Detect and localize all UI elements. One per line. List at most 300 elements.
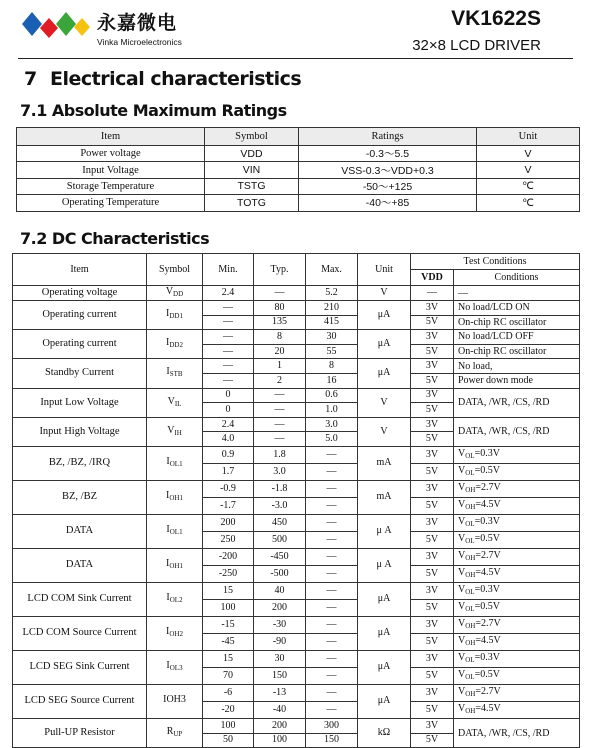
typ-cell: 450 [254, 514, 306, 531]
typ-cell: 20 [254, 344, 306, 359]
rating-cell: VSS-0.3～VDD+0.3 [299, 162, 477, 178]
condition-value: =2.7V [475, 481, 501, 493]
min-cell: — [203, 301, 254, 316]
header-divider [18, 58, 573, 59]
item-cell: Storage Temperature [17, 178, 205, 194]
table-row [13, 718, 580, 733]
typ-cell: 1.8 [254, 446, 306, 463]
symbol-cell: VDD [205, 146, 299, 162]
unit-cell: μ A [358, 514, 411, 548]
symbol-sub: OL3 [169, 664, 183, 673]
max-cell: — [306, 701, 358, 718]
table-row [13, 684, 580, 701]
condition-subscript: OH [465, 485, 476, 494]
condition-subscript: OH [465, 570, 476, 579]
vdd-cell: 5V [411, 403, 454, 418]
max-cell: — [306, 531, 358, 548]
max-cell: 150 [306, 733, 358, 748]
table-row [13, 286, 580, 301]
min-cell: -200 [203, 548, 254, 565]
max-cell: 415 [306, 315, 358, 330]
unit-cell: μA [358, 616, 411, 650]
symbol-sub: OH1 [169, 494, 183, 503]
table-row [13, 446, 580, 463]
condition-subscript: OL [465, 604, 475, 613]
condition-symbol: V [458, 498, 466, 510]
min-cell: — [203, 315, 254, 330]
condition-subscript: OH [465, 621, 476, 630]
min-cell: -20 [203, 701, 254, 718]
conditions-cell [454, 531, 580, 548]
symbol-main: I [166, 626, 170, 638]
symbol-cell [147, 480, 203, 514]
table-header-row [17, 128, 580, 146]
vdd-cell: 3V [411, 330, 454, 345]
item-cell: Operating Temperature [17, 195, 205, 211]
max-cell: — [306, 616, 358, 633]
condition-value: =0.3V [474, 651, 500, 663]
symbol-main: I [166, 524, 170, 536]
section-number: 7 [24, 68, 37, 90]
table-row [17, 146, 580, 162]
condition-symbol: V [458, 702, 466, 714]
conditions-cell: No load/LCD OFF [454, 330, 580, 345]
table-row [13, 616, 580, 633]
item-cell: Operating current [13, 301, 147, 330]
typ-cell: — [254, 417, 306, 432]
vdd-cell: 3V [411, 650, 454, 667]
item-cell: BZ, /BZ, /IRQ [13, 446, 147, 480]
conditions-cell [454, 667, 580, 684]
unit-cell: kΩ [358, 718, 411, 747]
unit-cell: V [358, 286, 411, 301]
table-row [17, 162, 580, 178]
typ-cell: 150 [254, 667, 306, 684]
min-cell: — [203, 359, 254, 374]
condition-symbol: V [458, 634, 466, 646]
vdd-cell: 5V [411, 701, 454, 718]
conditions-cell [454, 701, 580, 718]
symbol-sub: OL1 [169, 528, 183, 537]
symbol-cell [147, 301, 203, 330]
section-7-1-heading: 7.1 Absolute Maximum Ratings [20, 101, 287, 120]
symbol-sub: OH1 [169, 562, 183, 571]
typ-cell: 200 [254, 718, 306, 733]
max-cell: 8 [306, 359, 358, 374]
condition-subscript: OL [465, 587, 475, 596]
dc-table-body [13, 286, 580, 748]
part-number: VK1622S [451, 7, 541, 30]
table-row [13, 582, 580, 599]
item-cell: DATA [13, 514, 147, 548]
condition-symbol: V [458, 617, 466, 629]
min-cell: 2.4 [203, 417, 254, 432]
symbol-cell [147, 548, 203, 582]
absolute-max-ratings-table [16, 127, 580, 212]
typ-cell: -3.0 [254, 497, 306, 514]
min-cell: 250 [203, 531, 254, 548]
condition-subscript: OL [465, 468, 475, 477]
col-header-typ: Typ. [254, 254, 306, 286]
min-cell: 2.4 [203, 286, 254, 301]
conditions-cell [454, 446, 580, 463]
min-cell: -45 [203, 633, 254, 650]
table-row [13, 301, 580, 316]
col-header-max: Max. [306, 254, 358, 286]
item-cell: Input High Voltage [13, 417, 147, 446]
condition-symbol: V [458, 549, 466, 561]
condition-value: =4.5V [475, 498, 501, 510]
conditions-cell: Power down mode [454, 373, 580, 388]
min-cell: 200 [203, 514, 254, 531]
unit-cell: μA [358, 301, 411, 330]
rating-cell: -0.3～5.5 [299, 146, 477, 162]
table-row [17, 178, 580, 194]
vdd-cell: 3V [411, 514, 454, 531]
conditions-cell [454, 633, 580, 650]
item-cell: Standby Current [13, 359, 147, 388]
col-header-unit: Unit [477, 128, 580, 146]
vdd-cell: 5V [411, 463, 454, 480]
unit-cell: V [477, 162, 580, 178]
symbol-main: V [167, 395, 175, 407]
table-row [17, 195, 580, 211]
max-cell: — [306, 633, 358, 650]
item-cell: Pull-UP Resistor [13, 718, 147, 747]
vdd-cell: 3V [411, 548, 454, 565]
symbol-cell [147, 388, 203, 417]
vdd-cell: 3V [411, 718, 454, 733]
condition-value: =0.5V [474, 464, 500, 476]
condition-subscript: OH [465, 689, 476, 698]
vdd-cell: 5V [411, 373, 454, 388]
condition-symbol: V [458, 685, 466, 697]
typ-cell: 3.0 [254, 463, 306, 480]
min-cell: -15 [203, 616, 254, 633]
symbol-sub: DD2 [169, 341, 183, 350]
min-cell: 0 [203, 388, 254, 403]
condition-value: =2.7V [475, 549, 501, 561]
symbol-main: I [166, 490, 170, 502]
item-cell: LCD SEG Source Current [13, 684, 147, 718]
rating-cell: -50～+125 [299, 178, 477, 194]
max-cell: 5.2 [306, 286, 358, 301]
conditions-cell [454, 616, 580, 633]
unit-cell: ℃ [477, 195, 580, 211]
vdd-cell: 5V [411, 531, 454, 548]
vdd-cell: 5V [411, 344, 454, 359]
max-cell: — [306, 599, 358, 616]
item-cell: Input Voltage [17, 162, 205, 178]
table-row [13, 330, 580, 345]
unit-cell: V [358, 417, 411, 446]
max-cell: — [306, 565, 358, 582]
vdd-cell: — [411, 286, 454, 301]
typ-cell: — [254, 388, 306, 403]
symbol-cell [147, 417, 203, 446]
condition-subscript: OL [465, 655, 475, 664]
unit-cell: μ A [358, 548, 411, 582]
vdd-cell: 5V [411, 633, 454, 650]
min-cell: -6 [203, 684, 254, 701]
vdd-cell: 5V [411, 315, 454, 330]
max-cell: — [306, 582, 358, 599]
section-title: Electrical characteristics [50, 68, 302, 90]
vdd-cell: 3V [411, 480, 454, 497]
col-header-symbol: Symbol [147, 254, 203, 286]
min-cell: — [203, 344, 254, 359]
conditions-cell: DATA, /WR, /CS, /RD [454, 718, 580, 747]
vdd-cell: 5V [411, 599, 454, 616]
conditions-cell: — [454, 286, 580, 301]
table-row [13, 650, 580, 667]
typ-cell: 30 [254, 650, 306, 667]
max-cell: 0.6 [306, 388, 358, 403]
condition-subscript: OH [465, 553, 476, 562]
conditions-cell [454, 684, 580, 701]
symbol-cell [147, 286, 203, 301]
vdd-cell: 5V [411, 565, 454, 582]
condition-value: =0.3V [474, 583, 500, 595]
max-cell: 210 [306, 301, 358, 316]
symbol-cell [147, 514, 203, 548]
vdd-cell: 3V [411, 301, 454, 316]
max-cell: 16 [306, 373, 358, 388]
col-header-test-conditions: Test Conditions [411, 254, 580, 270]
typ-cell: — [254, 286, 306, 301]
col-header-item: Item [17, 128, 205, 146]
condition-value: =0.5V [474, 668, 500, 680]
table-row [13, 548, 580, 565]
vdd-cell: 3V [411, 616, 454, 633]
condition-subscript: OH [465, 706, 476, 715]
symbol-main: I [166, 337, 170, 349]
symbol-sub: OL1 [169, 460, 183, 469]
col-header-symbol: Symbol [205, 128, 299, 146]
conditions-cell: On-chip RC oscillator [454, 344, 580, 359]
condition-value: =2.7V [475, 617, 501, 629]
vdd-cell: 3V [411, 359, 454, 374]
symbol-cell: VIN [205, 162, 299, 178]
condition-value: =2.7V [475, 685, 501, 697]
unit-cell: μA [358, 650, 411, 684]
max-cell: — [306, 463, 358, 480]
condition-symbol: V [458, 566, 466, 578]
min-cell: -0.9 [203, 480, 254, 497]
unit-cell: μA [358, 359, 411, 388]
item-cell: LCD SEG Sink Current [13, 650, 147, 684]
vdd-cell: 5V [411, 667, 454, 684]
unit-cell: ℃ [477, 178, 580, 194]
condition-value: =4.5V [475, 702, 501, 714]
typ-cell: -500 [254, 565, 306, 582]
typ-cell: 2 [254, 373, 306, 388]
max-cell: — [306, 548, 358, 565]
typ-cell: -40 [254, 701, 306, 718]
min-cell: -1.7 [203, 497, 254, 514]
conditions-cell: On-chip RC oscillator [454, 315, 580, 330]
vinka-logo-icon [22, 8, 90, 44]
unit-cell: V [358, 388, 411, 417]
brand-name-cn: 永嘉微电 [97, 12, 178, 34]
item-cell: Input Low Voltage [13, 388, 147, 417]
typ-cell: 80 [254, 301, 306, 316]
min-cell: 70 [203, 667, 254, 684]
unit-cell: mA [358, 446, 411, 480]
symbol-cell [147, 718, 203, 747]
symbol-sub: DD [173, 290, 184, 298]
max-cell: 5.0 [306, 432, 358, 447]
condition-symbol: V [458, 668, 466, 680]
table-row [13, 359, 580, 374]
max-cell: — [306, 667, 358, 684]
condition-symbol: V [458, 583, 466, 595]
symbol-main: I [166, 366, 170, 378]
dc-characteristics-table [12, 253, 580, 748]
unit-cell: mA [358, 480, 411, 514]
unit-cell: μA [358, 684, 411, 718]
item-cell: DATA [13, 548, 147, 582]
condition-symbol: V [458, 600, 466, 612]
symbol-main: V [165, 286, 174, 297]
typ-cell: 8 [254, 330, 306, 345]
min-cell: 100 [203, 718, 254, 733]
rating-cell: -40～+85 [299, 195, 477, 211]
conditions-cell [454, 565, 580, 582]
conditions-cell [454, 548, 580, 565]
condition-value: =0.5V [474, 600, 500, 612]
condition-subscript: OH [465, 638, 476, 647]
table-row [13, 514, 580, 531]
vdd-cell: 3V [411, 417, 454, 432]
max-cell: 3.0 [306, 417, 358, 432]
max-cell: 55 [306, 344, 358, 359]
section-7-heading [24, 68, 301, 90]
condition-value: =4.5V [475, 634, 501, 646]
symbol-sub: OL2 [169, 596, 183, 605]
symbol-cell [147, 582, 203, 616]
symbol-main: I [166, 558, 170, 570]
section-7-2-heading: 7.2 DC Characteristics [20, 229, 210, 248]
condition-value: =0.3V [474, 447, 500, 459]
brand-name-en: Vinka Microelectronics [97, 37, 182, 47]
min-cell: -250 [203, 565, 254, 582]
conditions-cell [454, 599, 580, 616]
col-header-unit: Unit [358, 254, 411, 286]
symbol-sub: OH2 [169, 630, 183, 639]
symbol-main: I [166, 592, 170, 604]
symbol-cell [147, 650, 203, 684]
condition-subscript: OH [465, 502, 476, 511]
typ-cell: 40 [254, 582, 306, 599]
symbol-main: I [166, 456, 170, 468]
typ-cell: -450 [254, 548, 306, 565]
vdd-cell: 3V [411, 684, 454, 701]
condition-symbol: V [458, 464, 466, 476]
item-cell: Operating current [13, 330, 147, 359]
symbol-cell: TSTG [205, 178, 299, 194]
max-cell: — [306, 497, 358, 514]
vdd-cell: 3V [411, 388, 454, 403]
symbol-cell [147, 330, 203, 359]
typ-cell: -13 [254, 684, 306, 701]
symbol-cell [147, 684, 203, 718]
item-cell: BZ, /BZ [13, 480, 147, 514]
conditions-cell [454, 650, 580, 667]
unit-cell: μA [358, 330, 411, 359]
typ-cell: -1.8 [254, 480, 306, 497]
condition-symbol: V [458, 532, 466, 544]
vdd-cell: 5V [411, 432, 454, 447]
col-header-item: Item [13, 254, 147, 286]
conditions-cell [454, 514, 580, 531]
typ-cell: 100 [254, 733, 306, 748]
unit-cell: V [477, 146, 580, 162]
symbol-sub: IL [174, 399, 182, 408]
max-cell: — [306, 514, 358, 531]
symbol-sub: DD1 [169, 312, 183, 321]
vdd-cell: 3V [411, 446, 454, 463]
vdd-cell: 5V [411, 733, 454, 748]
document-subtitle: 32×8 LCD DRIVER [412, 37, 541, 54]
condition-value: =0.5V [474, 532, 500, 544]
symbol-main: I [166, 660, 170, 672]
conditions-cell: No load/LCD ON [454, 301, 580, 316]
conditions-cell [454, 497, 580, 514]
condition-value: =0.3V [474, 515, 500, 527]
min-cell: 50 [203, 733, 254, 748]
condition-symbol: V [458, 481, 466, 493]
max-cell: — [306, 446, 358, 463]
col-header-conditions: Conditions [454, 270, 580, 286]
min-cell: 100 [203, 599, 254, 616]
min-cell: 0 [203, 403, 254, 418]
symbol-sub: STB [169, 370, 183, 379]
condition-subscript: OL [465, 672, 475, 681]
conditions-cell [454, 463, 580, 480]
symbol-main: I [166, 308, 170, 320]
col-header-min: Min. [203, 254, 254, 286]
conditions-cell: No load, [454, 359, 580, 374]
min-cell: 0.9 [203, 446, 254, 463]
min-cell: 15 [203, 582, 254, 599]
max-cell: — [306, 650, 358, 667]
symbol-sub: UP [173, 730, 183, 739]
min-cell: 4.0 [203, 432, 254, 447]
min-cell: — [203, 330, 254, 345]
condition-value: =4.5V [475, 566, 501, 578]
max-cell: 30 [306, 330, 358, 345]
symbol-main: R [166, 726, 174, 738]
typ-cell: 135 [254, 315, 306, 330]
min-cell: 1.7 [203, 463, 254, 480]
conditions-cell: DATA, /WR, /CS, /RD [454, 417, 580, 446]
item-cell: LCD COM Sink Current [13, 582, 147, 616]
max-cell: 1.0 [306, 403, 358, 418]
item-cell: LCD COM Source Current [13, 616, 147, 650]
table-row [13, 417, 580, 432]
max-cell: 300 [306, 718, 358, 733]
min-cell: 15 [203, 650, 254, 667]
typ-cell: -90 [254, 633, 306, 650]
condition-symbol: V [458, 447, 466, 459]
typ-cell: -30 [254, 616, 306, 633]
table-row [13, 480, 580, 497]
symbol-cell [147, 359, 203, 388]
condition-subscript: OL [465, 451, 475, 460]
col-header-ratings: Ratings [299, 128, 477, 146]
vdd-cell: 5V [411, 497, 454, 514]
